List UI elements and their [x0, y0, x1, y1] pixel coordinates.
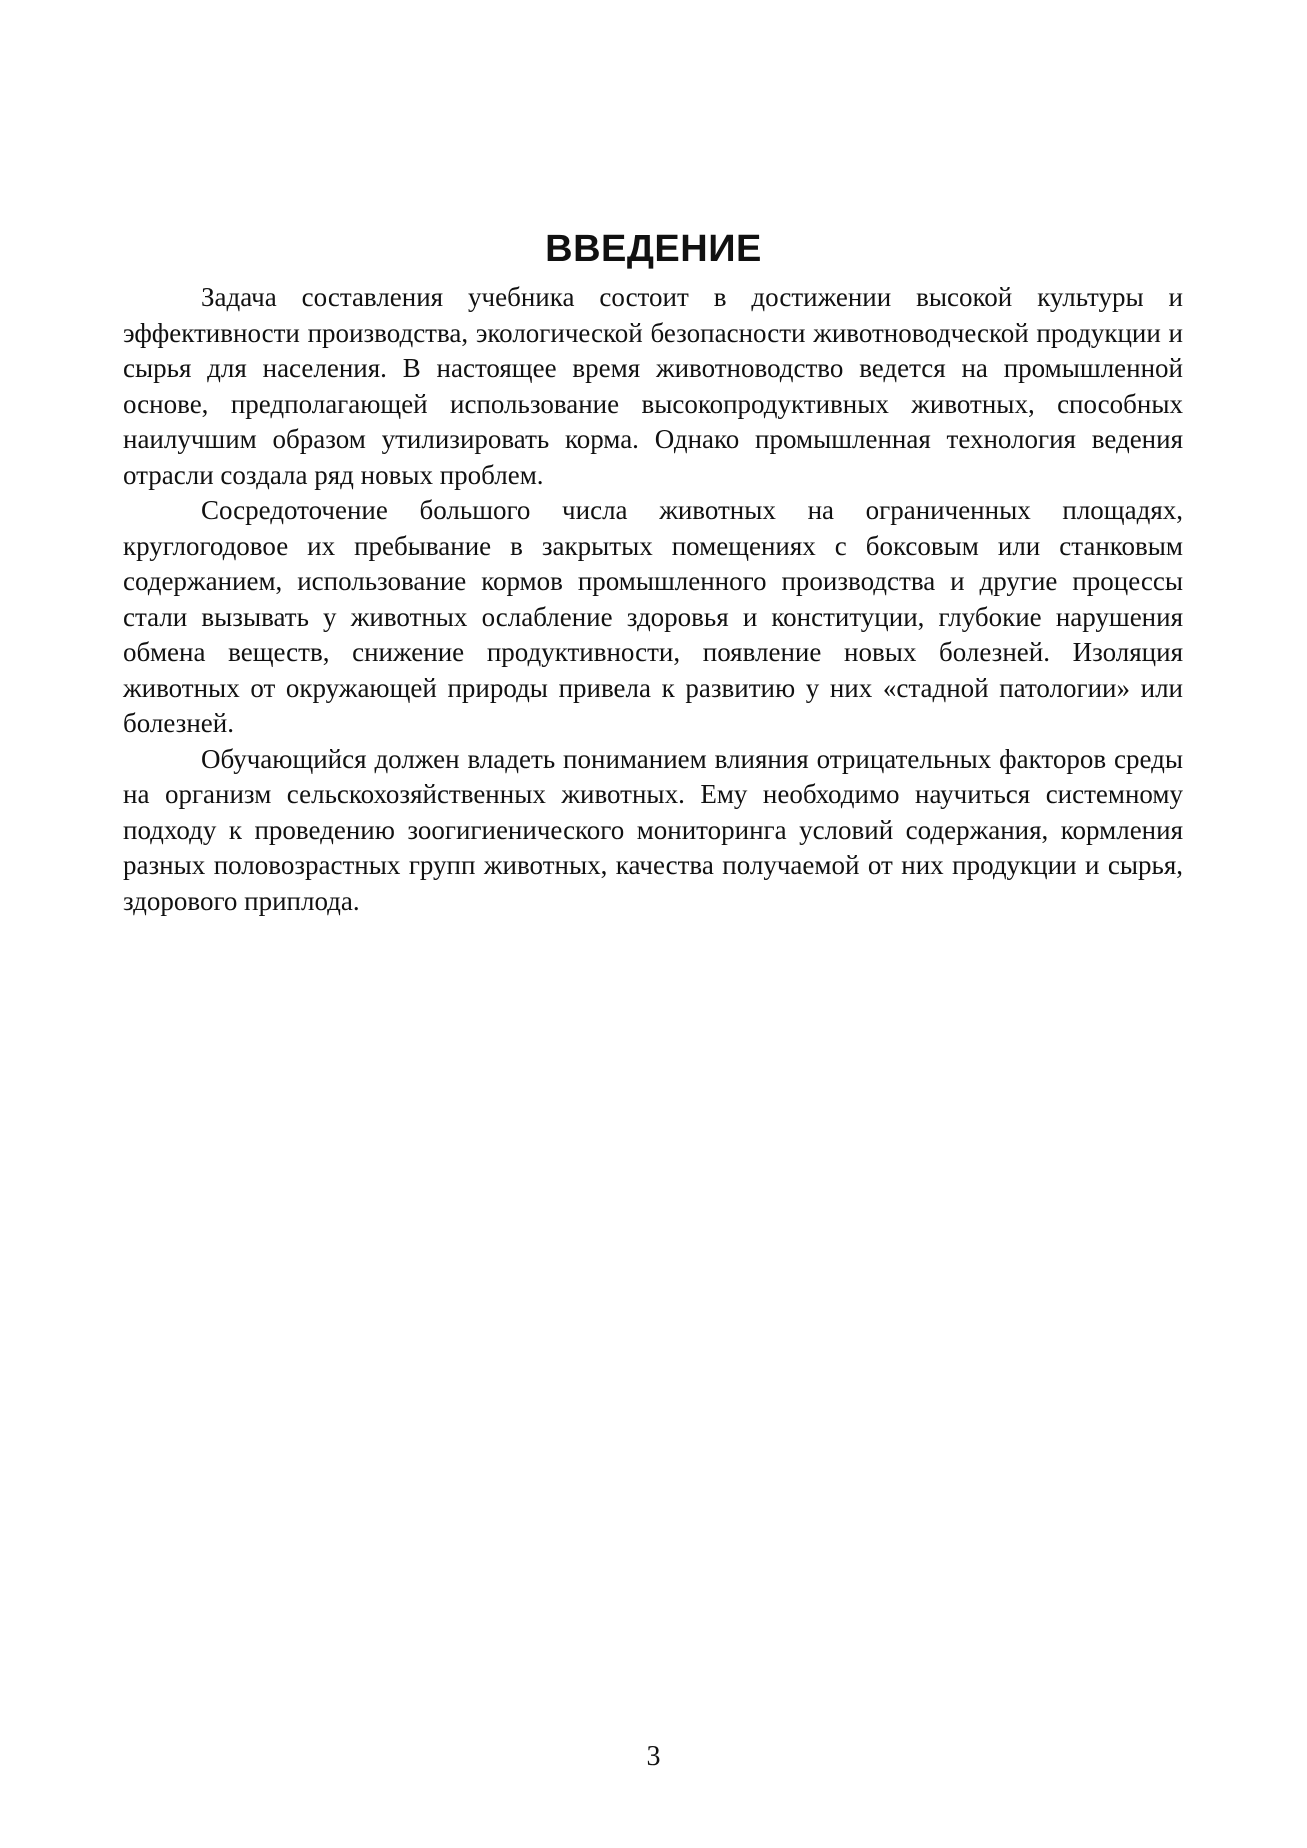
paragraph-1: Задача составления учебника состоит в достижении высокой культуры и эффективности производства, экологической безопасности животноводческой продукции и сырья для населения. В настоящее время животноводство ведется на промышленной основе, предполагающей использование высокопродуктивных животных, способных наилучшим образом утилизировать корма. Однако промышленная технология ведения отрасли создала ряд новых проблем.: [123, 282, 1183, 490]
body-text: [123, 280, 1183, 919]
page-number: 3: [646, 1741, 661, 1772]
paragraph-2: Сосредоточение большого числа животных на ограниченных площадях, круглогодовое их пребывание в закрытых помещениях с боксовым или станковым содержанием, использование кормов промышленного производства и другие процессы стали вызывать у животных ослабление здоровья и конституции, глубокие нарушения обмена веществ, снижение продуктивности, появление новых болезней. Изоляция животных от окружающей природы привела к развитию у них «стадной патологии» или болезней.: [123, 495, 1183, 738]
page-title: ВВЕДЕНИЕ: [545, 228, 762, 271]
paragraph-3: Обучающийся должен владеть пониманием влияния отрицательных факторов среды на организм сельскохозяйственных животных. Ему необходимо научиться системному подходу к проведению зоогигиенического мониторинга условий содержания, кормления разных половозрастных групп животных, качества получаемой от них продукции и сырья, здорового приплода.: [123, 743, 1183, 916]
